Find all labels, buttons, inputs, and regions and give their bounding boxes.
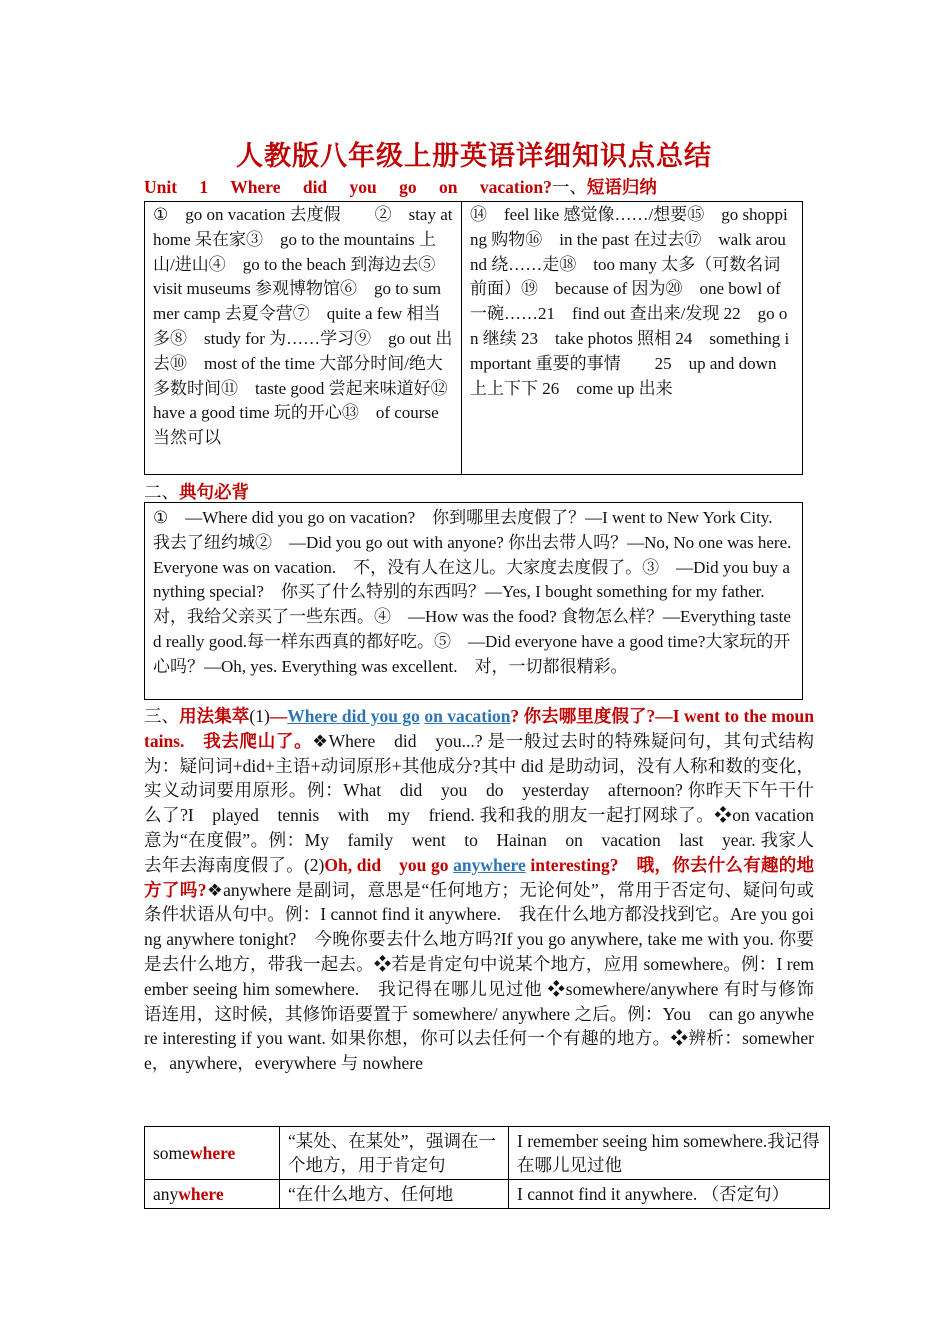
- usage-explanation: ❖Where did you...? 是一般过去时的特殊疑问句，其句式结构为：疑问词+did+主语+动词原形+其他成分?其中 did 是助动词，没有人称和数的变化，实义动词要用原形。例：What did you do yesterday afternoon? 你昨天下午干什么了?I played tennis with my friend. 我和我的朋友一起打网球了。❖on vacation 意为“在度假”。例：My family went to Hainan on vacation last year. 我家人去年去海南度假了。: [144, 730, 814, 875]
- dash: —: [269, 706, 288, 726]
- phrase-link-where-did-you-go[interactable]: Where did you go: [287, 706, 420, 726]
- phrase-link-anywhere[interactable]: anywhere: [453, 854, 526, 875]
- unit-title: Unit 1 Where did you go on vacation?: [144, 177, 552, 197]
- table-row: [145, 1180, 830, 1209]
- page-title: 人教版八年级上册英语详细知识点总结: [236, 141, 712, 171]
- word-prefix: some: [153, 1143, 190, 1163]
- point-number: (1): [249, 706, 270, 726]
- phrase-column-left: ① go on vacation 去度假 ② stay at home 呆在家③ go to the mountains 上山/进山④ go to the beach 到海边去⑤ visit museums 参观博物馆⑥ go to summer camp 去夏令营⑦ quite a few 相当多⑧ study for 为……学习⑨ go out 出去⑩ most of the time 大部分时间/绝大多数时间⑪ taste good 尝起来味道好⑫ have a good time 玩的开心⑬ of course 当然可以: [145, 202, 462, 474]
- point-number: (2): [303, 854, 325, 875]
- phrase-link-on-vacation[interactable]: on vacation: [424, 706, 511, 726]
- unit-heading: [144, 174, 804, 199]
- section-number: 一、: [551, 177, 587, 197]
- section-title: 短语归纳: [586, 177, 657, 197]
- section-heading: [144, 479, 249, 504]
- usage-section: [144, 704, 814, 1076]
- phrase-column-right: ⑭ feel like 感觉像……/想要⑮ go shopping 购物⑯ in the past 在过去⑰ walk around 绕……走⑱ too many 太多（可数名词前面）⑲ because of 因为⑳ one bowl of 一碗……21 find out 查出来/发现 22 go on 继续 23 take photos 照相 24 something important 重要的事情 25 up and down 上上下下 26 come up 出来: [470, 205, 790, 398]
- word-suffix: where: [189, 1143, 236, 1163]
- section-title: 用法集萃: [179, 706, 250, 726]
- usage-explanation: ❖anywhere 是副词，意思是“任何地方；无论何处”，常用于否定句、疑问句或条件状语从句中。例：I cannot find it anywhere. 我在什么地方都没找到它。Are you going anywhere tonight? 今晚你要去什么地方吗?If you go anywhere, take me with you. 你要是去什么地方，带我一起去。❖若是肯定句中说某个地方，应用 somewhere。例：I remember seeing him somewhere. 我记得在哪儿见过他 ❖somewhere/anywhere 有时与修饰语连用，这时候，其修饰语要置于 somewhere/ anywhere 之后。例：You can go anywhere interesting if you want. 如果你想，你可以去任何一个有趣的地方。❖辨析：somewhere，anywhere，everywhere 与 nowhere: [144, 879, 814, 1074]
- section-number: 二、: [144, 482, 179, 502]
- word-prefix: any: [153, 1184, 179, 1204]
- table-cell-word: [145, 1127, 280, 1180]
- section-number: 三、: [144, 706, 180, 726]
- example-sentence-a: Oh, did you go: [324, 854, 454, 875]
- comparison-table: [144, 1126, 830, 1209]
- example-sentence: ? 你去哪里度假了?—I went to the mountains. 我去爬山了。: [144, 706, 814, 751]
- table-cell-example: I remember seeing him somewhere.我记得在哪儿见过他: [509, 1127, 830, 1180]
- table-cell-meaning: “在什么地方、任何地: [280, 1180, 509, 1209]
- example-sentence-b: interesting? 哦，你去什么有趣的地方了吗?: [144, 854, 815, 900]
- table-row: [145, 1127, 830, 1180]
- section-title: 典句必背: [179, 482, 249, 502]
- word-suffix: where: [178, 1184, 224, 1204]
- key-sentences-box: ① —Where did you go on vacation? 你到哪里去度假了？—I went to New York City. 我去了纽约城② —Did you go out with anyone? 你出去带人吗？—No, No one was here. Everyone was on vacation. 不，没有人在这儿。大家度去度假了。③ —Did you buy anything special? 你买了什么特别的东西吗？—Yes, I bought something for my father. 对，我给父亲买了一些东西。④ —How was the food? 食物怎么样？—Everything tasted really good.每一样东西真的都好吃。⑤ —Did everyone have a good time?大家玩的开心吗？—Oh, yes. Everything was excellent. 对，一切都很精彩。: [144, 502, 803, 700]
- phrase-table: [144, 201, 803, 475]
- table-cell-example: I cannot find it anywhere. （否定句）: [509, 1180, 830, 1209]
- table-cell-word: [145, 1180, 280, 1209]
- table-cell-meaning: “某处、在某处”，强调在一个地方，用于肯定句: [280, 1127, 509, 1180]
